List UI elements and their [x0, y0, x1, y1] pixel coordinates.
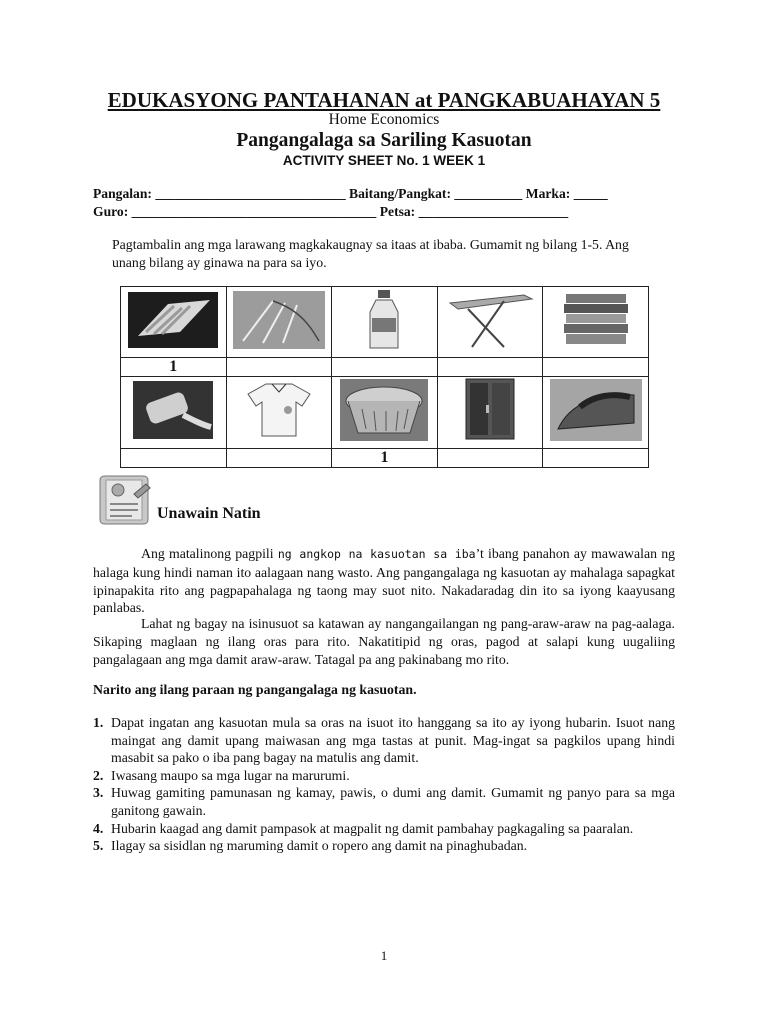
bottom-image-cell-1: [121, 377, 227, 449]
shirt-icon: [244, 380, 314, 440]
matching-table: [120, 286, 649, 468]
wardrobe-icon: [462, 377, 518, 443]
top-image-cell-5: [543, 287, 649, 358]
item-number: 1.: [93, 715, 104, 730]
list-item: [93, 784, 675, 819]
folded-clothes-icon: [560, 290, 632, 350]
item-text: Iwasang maupo sa mga lugar na marurumi.: [111, 767, 350, 783]
tips-lead: Narito ang ilang paraan ng pangangalaga ng kasuotan.: [93, 682, 417, 697]
top-number-cell-2[interactable]: [226, 358, 332, 377]
top-number-cell-4[interactable]: [437, 358, 543, 377]
top-image-cell-3: [332, 287, 438, 358]
top-number-cell-1[interactable]: 1: [121, 358, 227, 377]
sheet-icon: [128, 292, 218, 348]
book-icon: [96, 472, 156, 528]
list-item: [93, 714, 675, 767]
paragraph-2: [93, 615, 675, 668]
top-image-cell-1: [121, 287, 227, 358]
paragraph-1-mono: ng angkop na kasuotan sa iba: [277, 547, 476, 561]
flat-iron-icon: [550, 379, 642, 441]
activity-sheet-label: ACTIVITY SHEET No. 1 WEEK 1: [282, 153, 486, 168]
ironing-board-icon: [444, 289, 536, 351]
item-number: 3.: [93, 785, 104, 801]
bottom-number-cell-2[interactable]: [226, 449, 332, 468]
top-image-cell-2: [226, 287, 332, 358]
list-item: [93, 767, 675, 785]
washbasin-icon: [340, 379, 428, 441]
top-number-cell-3[interactable]: [332, 358, 438, 377]
item-text: Hubarin kaagad ang damit pampasok at magpalit ng damit pambahay pagkagaling sa paaralan.: [111, 820, 634, 836]
bottom-number-cell-3[interactable]: 1: [332, 449, 438, 468]
bottom-number-cell-5[interactable]: [543, 449, 649, 468]
bottom-image-cell-5: [543, 377, 649, 449]
instructions: Pagtambalin ang mga larawang magkakaugnay sa itaas at ibaba. Gumamit ng bilang 1-5. Ang unang bilang ay ginawa na para sa iyo.: [112, 237, 629, 270]
bottom-image-cell-4: [437, 377, 543, 449]
bottom-number-cell-1[interactable]: [121, 449, 227, 468]
bottom-number-cell-4[interactable]: [437, 449, 543, 468]
list-item: [93, 820, 675, 838]
item-number: 5.: [93, 838, 104, 854]
item-number: 4.: [93, 820, 104, 836]
bottom-image-cell-3: [332, 377, 438, 449]
paragraph-1-start: Ang matalinong pagpili: [141, 546, 278, 561]
paragraph-1: [93, 545, 675, 617]
top-image-cell-4: [437, 287, 543, 358]
page-title: EDUKASYONG PANTAHANAN at PANGKABUAHAYAN 5: [107, 88, 661, 112]
page-number: 1: [380, 948, 388, 963]
teacher-date-fields: Guro: ____________________________________ Petsa: ______________________: [93, 204, 569, 219]
needles-icon: [233, 291, 325, 349]
paragraph-2-text: Lahat ng bagay na isinusuot sa katawan ay nangangailangan ng pang-araw-araw na pag-aalaga. Sikaping maglaan ng ilang oras para rito. Nakatitipid ng oras, pagod at salapi kung uugaliing pangalagaan ang mga damit araw-araw. Tatagal pa ang pakinabang mo rito.: [93, 616, 675, 667]
subject-label: Home Economics: [328, 111, 440, 128]
thread-spool-icon: [133, 381, 213, 439]
paragraph-1-end: ’t ibang panahon ay mawawalan ng halaga kung hindi naman ito aalagaan nang wasto. Ang pangangalaga ng kasuotan ay mahalaga sapagkat ipinapakita rito ang pagpapahalaga ng taong may suot nito. Nakadaradag din ito sa iyong kaayusang panlabas.: [93, 546, 675, 616]
item-text: Huwag gamiting pamunasan ng kamay, pawis, o dumi ang damit. Gumamit ng panyo para sa mga ganitong gawain.: [111, 785, 675, 818]
item-text: Ilagay sa sisidlan ng maruming damit o ropero ang damit na pinaghubadan.: [111, 838, 528, 854]
section-title: Unawain Natin: [157, 505, 261, 522]
lesson-title: Pangangalaga sa Sariling Kasuotan: [236, 130, 532, 151]
list-item: [93, 837, 675, 855]
bleach-bottle-icon: [364, 288, 404, 352]
item-number: 2.: [93, 767, 104, 783]
tips-list: [93, 714, 675, 855]
item-text: Dapat ingatan ang kasuotan mula sa oras na isuot ito hanggang sa ito ay iyong hubarin. Isuot nang maingat ang damit upang maiwasan ang mga tastas at punit. Mag-ingat sa pagkilos upang hindi masabit sa pako o iba pang bagay na matulis ang damit.: [111, 715, 675, 766]
name-grade-score-fields: Pangalan: ____________________________ Baitang/Pangkat: __________ Marka: _____: [93, 186, 608, 201]
top-number-cell-5[interactable]: [543, 358, 649, 377]
bottom-image-cell-2: [226, 377, 332, 449]
